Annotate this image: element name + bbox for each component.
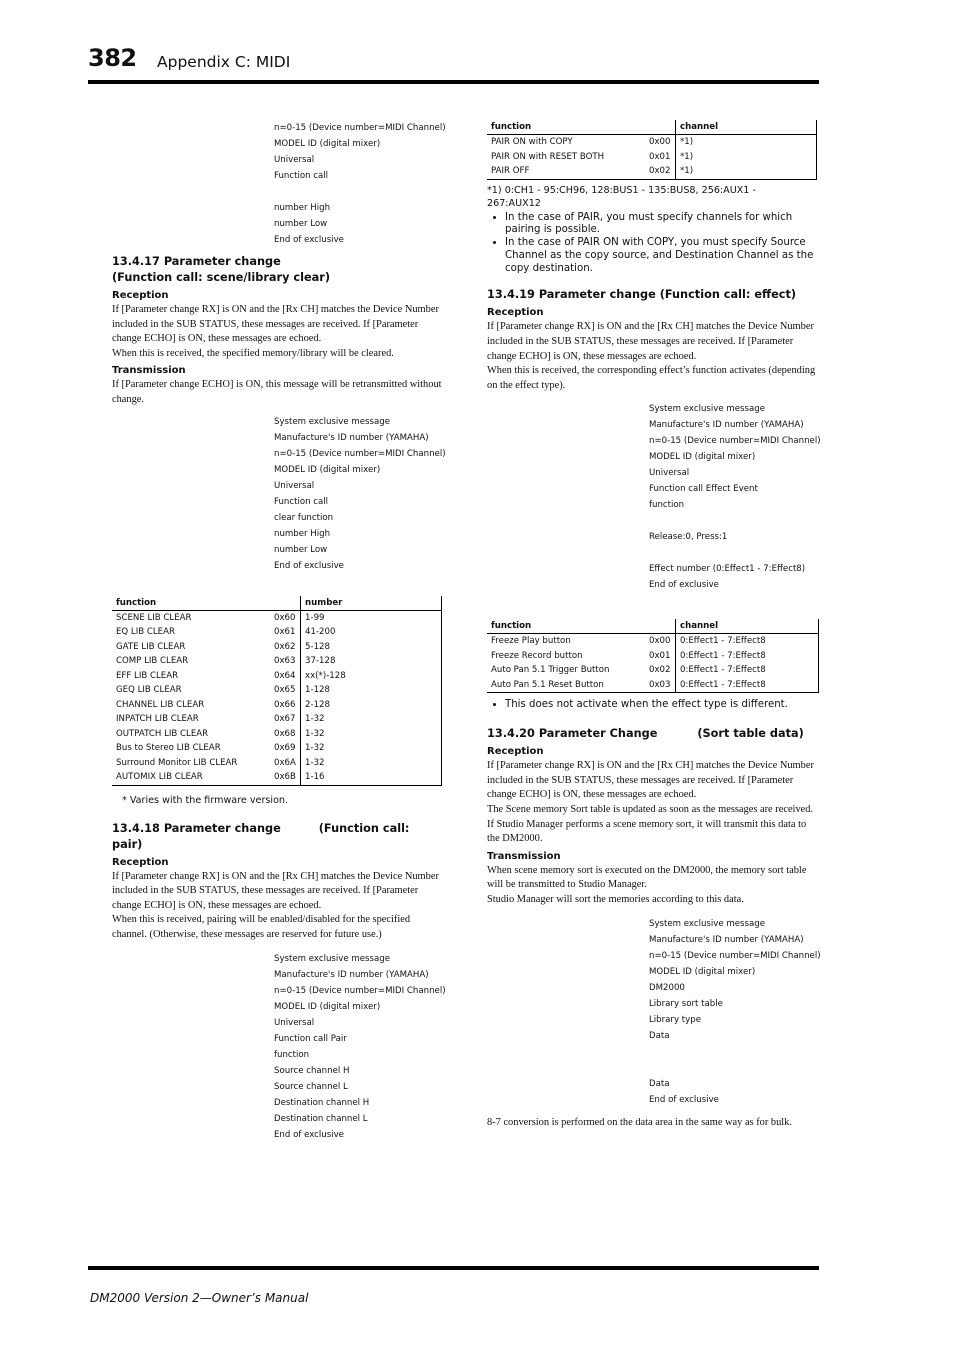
table-cell: Freeze Record button (491, 650, 583, 661)
message-line: MODEL ID (digital mixer) (274, 139, 381, 149)
message-list-19 (649, 401, 819, 593)
column-header (645, 619, 676, 634)
message-line: System exclusive message (649, 404, 765, 415)
table-cell: 0x01 (645, 150, 676, 165)
column-header: number (301, 596, 442, 611)
section-17-reception-text: If [Parameter change RX] is ON and the [Rx CH] matches the Device Number included in the SUB STATUS, these messages are received. If [Parameter change ECHO] is ON, these messages are echoed. (112, 304, 439, 345)
table-cell: 0x01 (645, 649, 676, 664)
table-cell: 1-32 (301, 727, 442, 742)
page-number: 382 (88, 44, 137, 72)
message-line: Release:0, Press:1 (649, 532, 728, 543)
effect-bullet: • This does not activate when the effect type is different. (505, 699, 819, 712)
table-header-row (487, 120, 817, 135)
table-row (112, 770, 442, 785)
message-line: Source channel L (274, 1081, 348, 1092)
section-19-reception-text-2: When this is received, the corresponding effect’s function activates (depending on the effect type). (487, 365, 816, 391)
section-18-reception-text-2: When this is received, pairing will be enabled/disabled for the specified channel. (Otherwise, these messages are reserved for future use.) (112, 914, 411, 940)
message-line: Function call (274, 171, 329, 181)
table-row (112, 712, 442, 727)
message-line: MODEL ID (digital mixer) (649, 966, 756, 977)
table-row (112, 683, 442, 698)
table-cell: 0x6B (270, 770, 301, 785)
table-cell: Auto Pan 5.1 Reset Button (487, 678, 645, 693)
message-line: Library type (649, 1014, 701, 1025)
message-line: Universal (649, 468, 690, 479)
message-line: n=0-15 (Device number=MIDI Channel) (274, 985, 446, 996)
message-line: MODEL ID (digital mixer) (274, 464, 381, 475)
section-18-title (112, 821, 442, 853)
column-header: function (487, 619, 645, 634)
effect-bullets (487, 699, 819, 712)
message-line: number High (274, 528, 331, 539)
table-cell: PAIR ON with RESET BOTH (491, 151, 605, 162)
left-column (112, 120, 446, 1143)
clear-function-table (112, 596, 442, 786)
table-cell: xx(*)-128 (301, 669, 442, 684)
table-row (112, 625, 442, 640)
message-line: MODEL ID (digital mixer) (649, 452, 756, 463)
message-line: Data (649, 1078, 670, 1089)
table-cell: SCENE LIB CLEAR (116, 612, 192, 623)
message-line: End of exclusive (649, 580, 719, 591)
table-cell: EQ LIB CLEAR (116, 627, 175, 638)
table-row (487, 150, 817, 165)
table-header-row (487, 619, 819, 634)
message-line: Destination channel H (274, 1097, 370, 1108)
section-17-transmission-label: Transmission (112, 365, 186, 377)
section-20-transmission-text-2: Studio Manager will sort the memories according to this data. (487, 894, 744, 905)
column-header: function (487, 120, 645, 135)
table-cell: 0x69 (270, 741, 301, 756)
page-heading: Appendix C: MIDI (157, 53, 291, 71)
message-line: Universal (274, 1017, 315, 1028)
message-line: System exclusive message (649, 918, 765, 929)
message-line: Function call (274, 496, 329, 507)
table-cell: 1-32 (301, 756, 442, 771)
table-cell: *1) (676, 164, 817, 179)
table-cell: 0x00 (645, 634, 676, 649)
effect-function-table (487, 619, 819, 693)
table-row (112, 756, 442, 771)
table-cell: 0x67 (270, 712, 301, 727)
message-line (649, 1044, 819, 1060)
table-row (112, 640, 442, 655)
message-line: n=0-15 (Device number=MIDI Channel) (649, 950, 821, 961)
table-cell: 0:Effect1 - 7:Effect8 (676, 649, 819, 664)
table-cell: 1-32 (301, 741, 442, 756)
column-header: function (112, 596, 270, 611)
section-20-transmission-label: Transmission (487, 850, 561, 862)
table-row (487, 164, 817, 179)
table-cell: COMP LIB CLEAR (116, 656, 189, 667)
table-cell: PAIR OFF (487, 164, 645, 179)
message-line: End of exclusive (274, 560, 344, 571)
message-line: Library sort table (649, 998, 723, 1009)
message-line: DM2000 (649, 982, 685, 993)
message-line: n=0-15 (Device number=MIDI Channel) (274, 448, 446, 459)
message-line: function (274, 1049, 310, 1060)
message-line: MODEL ID (digital mixer) (274, 1001, 381, 1012)
section-20-reception-text-3: If Studio Manager performs a scene memory sort, it will transmit this data to the DM2000. (487, 818, 807, 845)
message-line: End of exclusive (274, 235, 344, 245)
message-list-17 (274, 414, 446, 574)
table-cell: 0:Effect1 - 7:Effect8 (676, 663, 819, 678)
message-line: Effect number (0:Effect1 - 7:Effect8) (649, 564, 806, 575)
table-row (487, 649, 819, 664)
message-line (649, 545, 819, 561)
table-cell: 37-128 (301, 654, 442, 669)
message-line: Source channel H (274, 1065, 350, 1076)
table-row (112, 654, 442, 669)
message-line: Manufacture's ID number (YAMAHA) (649, 934, 804, 945)
section-17-transmission-text: If [Parameter change ECHO] is ON, this message will be retransmitted without change. (112, 379, 442, 405)
pair-bullets (487, 212, 819, 276)
pair-function-table (487, 120, 817, 180)
column-header (270, 596, 301, 611)
section-17-title-line-1: 13.4.17 Parameter change (112, 255, 281, 268)
section-18-reception-text: If [Parameter change RX] is ON and the [Rx CH] matches the Device Number included in the SUB STATUS, these messages are received. If [Parameter change ECHO] is ON, these messages are echoed. (112, 870, 439, 911)
table-cell: Surround Monitor LIB CLEAR (116, 757, 238, 768)
column-header: channel (676, 120, 817, 135)
section-20-reception-text: If [Parameter change RX] is ON and the [Rx CH] matches the Device Number included in the SUB STATUS, these messages are received. If [Parameter change ECHO] is ON, these messages are echoed. (487, 760, 814, 801)
table-cell: GATE LIB CLEAR (116, 641, 186, 652)
message-line: Manufacture's ID number (YAMAHA) (274, 969, 429, 980)
table-cell: INPATCH LIB CLEAR (116, 714, 199, 725)
message-line: number Low (274, 219, 328, 229)
table-header-row (112, 596, 442, 611)
section-18-title-main: 13.4.18 Parameter change (112, 821, 281, 835)
table-cell: GEQ LIB CLEAR (116, 685, 182, 696)
message-line (649, 513, 819, 529)
message-line: System exclusive message (274, 953, 390, 964)
table-cell: EFF LIB CLEAR (116, 670, 179, 681)
message-line (274, 184, 442, 200)
table-row (112, 727, 442, 742)
section-17-reception-text-2: When this is received, the specified memory/library will be cleared. (112, 347, 394, 359)
message-list-top (274, 120, 446, 248)
table-cell: 0x02 (645, 663, 676, 678)
table-cell: 41-200 (301, 625, 442, 640)
section-17-reception-label: Reception (112, 290, 169, 301)
section-19-title: 13.4.19 Parameter change (Function call: effect) (487, 288, 797, 302)
message-line: number Low (274, 544, 328, 555)
message-line: n=0-15 (Device number=MIDI Channel) (649, 436, 821, 447)
pair-channel-note: *1) 0:CH1 - 95:CH96, 128:BUS1 - 135:BUS8, 256:AUX1 - 267:AUX12 (487, 184, 756, 209)
table-cell: 0x03 (645, 678, 676, 693)
message-line (649, 1060, 819, 1076)
section-19-reception-label: Reception (487, 307, 544, 319)
section-18-title-sub: (Function call: pair) (112, 821, 410, 851)
message-list-20 (649, 916, 819, 1108)
message-line: function (649, 500, 685, 511)
table-row (487, 135, 817, 150)
message-line: Universal (274, 480, 315, 491)
table-cell: CHANNEL LIB CLEAR (116, 699, 205, 710)
table-row (112, 741, 442, 756)
table-row (487, 678, 819, 693)
bullet-item: • In the case of PAIR, you must specify channels for which pairing is possible. (505, 212, 819, 238)
section-20-transmission-text: When scene memory sort is executed on the DM2000, the memory sort table will be transmitted to Studio Manager. (487, 864, 807, 891)
table-cell: PAIR ON with COPY (491, 137, 573, 147)
table-cell: 0x60 (270, 610, 301, 625)
table-cell: OUTPATCH LIB CLEAR (116, 728, 209, 739)
table-cell: 1-128 (301, 683, 442, 698)
table-row (112, 698, 442, 713)
table-cell: 0x63 (270, 654, 301, 669)
section-17-title-line-2: (Function call: scene/library clear) (112, 271, 331, 284)
footer-rule (88, 1266, 819, 1270)
table-row (487, 663, 819, 678)
table-cell: 1-32 (301, 712, 442, 727)
section-18-reception-label: Reception (112, 856, 169, 868)
message-line: clear function (274, 512, 334, 523)
column-header (645, 120, 676, 135)
table-cell: Auto Pan 5.1 Trigger Button (491, 665, 610, 676)
message-line: System exclusive message (274, 416, 390, 427)
table-cell: 0x66 (270, 698, 301, 713)
table-row (112, 610, 442, 625)
column-header: channel (676, 619, 819, 634)
section-20-title (487, 726, 819, 742)
message-line: End of exclusive (274, 1129, 344, 1140)
table-cell: 0:Effect1 - 7:Effect8 (676, 634, 819, 649)
table-cell: 0x02 (645, 164, 676, 179)
right-column (487, 120, 819, 1130)
message-line: End of exclusive (649, 1094, 719, 1105)
table-cell: 0x61 (270, 625, 301, 640)
message-line: Data (649, 1030, 670, 1041)
table-cell: 0x00 (645, 135, 676, 150)
table-row (112, 669, 442, 684)
section-20-title-main: 13.4.20 Parameter Change (487, 727, 658, 741)
table-cell: 5-128 (301, 640, 442, 655)
firmware-footnote: * Varies with the firmware version. (122, 794, 289, 806)
message-line: Universal (274, 155, 315, 165)
section-19-reception-text: If [Parameter change RX] is ON and the [Rx CH] matches the Device Number included in the SUB STATUS, these messages are received. If [Parameter change ECHO] is ON, these messages are echoed. (487, 321, 814, 362)
table-cell: 0x64 (270, 669, 301, 684)
footer-title: DM2000 Version 2—Owner’s Manual (90, 1291, 309, 1305)
section-20-closing: 8-7 conversion is performed on the data area in the same way as for bulk. (487, 1116, 792, 1128)
message-line: number High (274, 203, 331, 213)
table-row (487, 634, 819, 649)
table-cell: 0x62 (270, 640, 301, 655)
section-17-title (112, 254, 442, 286)
table-cell: 1-99 (301, 610, 442, 625)
table-cell: 1-16 (301, 770, 442, 785)
message-line: n=0-15 (Device number=MIDI Channel) (274, 123, 446, 133)
table-cell: AUTOMIX LIB CLEAR (112, 770, 270, 785)
message-line: Manufacture's ID number (YAMAHA) (274, 432, 429, 443)
table-cell: *1) (676, 150, 817, 165)
table-cell: 2-128 (301, 698, 442, 713)
section-20-title-sub: (Sort table data) (697, 727, 804, 741)
section-20-reception-text-2: The Scene memory Sort table is updated as soon as the messages are received. (487, 804, 814, 816)
table-cell: 0x6A (270, 756, 301, 771)
bullet-item: • In the case of PAIR ON with COPY, you must specify Source Channel as the copy source, and Destination Channel as the copy destination. (505, 237, 819, 275)
message-line: Function call Pair (274, 1033, 347, 1044)
table-cell: 0:Effect1 - 7:Effect8 (676, 678, 819, 693)
message-list-18 (274, 951, 446, 1143)
table-cell: *1) (676, 135, 817, 150)
section-20-reception-label: Reception (487, 746, 544, 758)
table-cell: Bus to Stereo LIB CLEAR (116, 743, 221, 754)
message-line: Manufacture's ID number (YAMAHA) (649, 420, 804, 431)
table-cell: Freeze Play button (491, 636, 571, 647)
table-cell: 0x68 (270, 727, 301, 742)
message-line: Function call Effect Event (649, 484, 758, 495)
table-cell: 0x65 (270, 683, 301, 698)
message-line: Destination channel L (274, 1113, 368, 1124)
header-rule (88, 80, 819, 84)
